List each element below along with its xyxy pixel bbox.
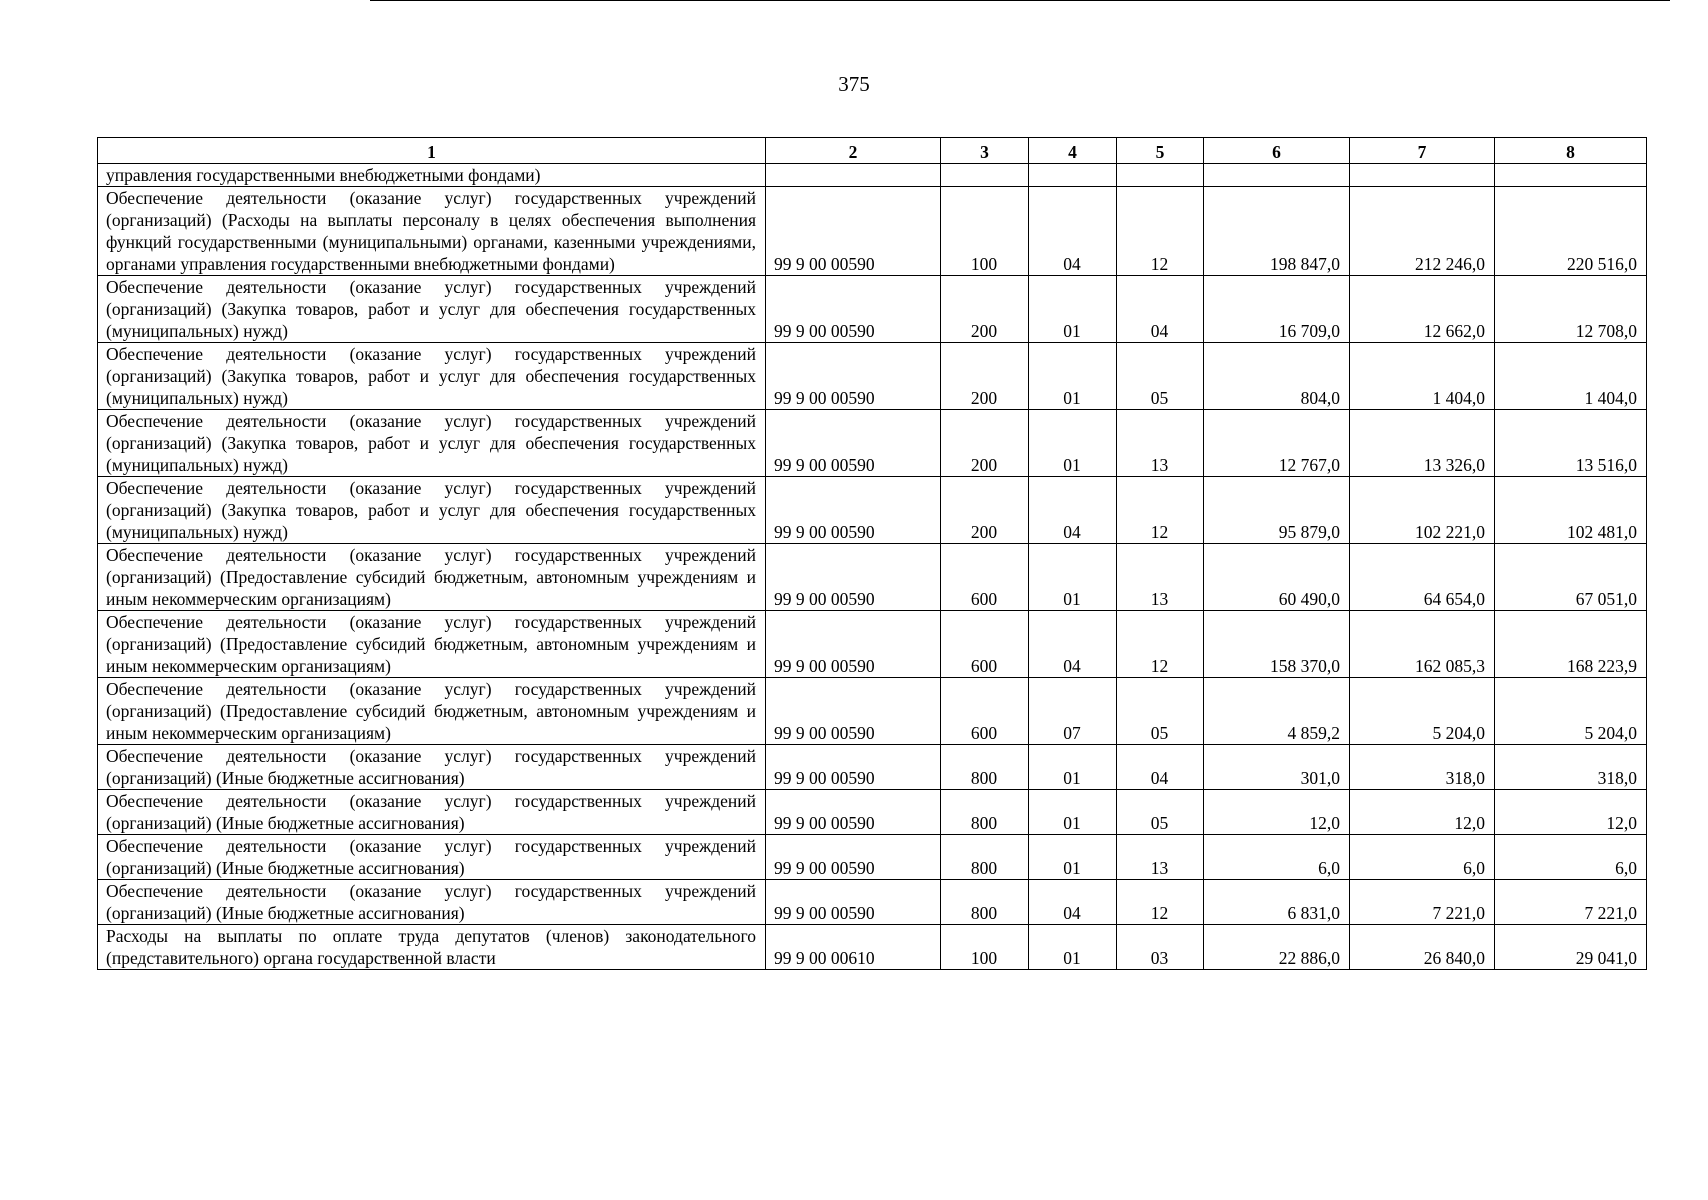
table-row — [98, 678, 1647, 745]
subsection-code: 12 — [1117, 880, 1204, 925]
amount-col-7: 102 221,0 — [1350, 477, 1495, 544]
expense-type-code: 800 — [941, 790, 1029, 835]
table-row — [98, 343, 1647, 410]
column-header: 7 — [1350, 138, 1495, 164]
subsection-code: 13 — [1117, 835, 1204, 880]
column-header: 3 — [941, 138, 1029, 164]
section-code: 01 — [1029, 276, 1117, 343]
amount-col-8: 12,0 — [1495, 790, 1647, 835]
row-description: Обеспечение деятельности (оказание услуг) государственных учреждений (организаций) (Закупка товаров, работ и услуг для обеспечения государственных (муниципальных) нужд) — [98, 276, 766, 343]
amount-col-6: 158 370,0 — [1204, 611, 1350, 678]
expense-type-code: 800 — [941, 880, 1029, 925]
amount-col-7: 13 326,0 — [1350, 410, 1495, 477]
amount-col-6: 60 490,0 — [1204, 544, 1350, 611]
row-description: Обеспечение деятельности (оказание услуг) государственных учреждений (организаций) (Иные бюджетные ассигнования) — [98, 790, 766, 835]
amount-col-8: 318,0 — [1495, 745, 1647, 790]
subsection-code: 04 — [1117, 745, 1204, 790]
amount-col-8: 67 051,0 — [1495, 544, 1647, 611]
table-row — [98, 880, 1647, 925]
amount-col-8: 7 221,0 — [1495, 880, 1647, 925]
expense-type-code: 200 — [941, 343, 1029, 410]
amount-col-6: 198 847,0 — [1204, 187, 1350, 276]
table-row — [98, 276, 1647, 343]
expense-type-code: 100 — [941, 925, 1029, 970]
column-header: 1 — [98, 138, 766, 164]
subsection-code: 04 — [1117, 276, 1204, 343]
subsection-code: 12 — [1117, 611, 1204, 678]
subsection-code: 13 — [1117, 410, 1204, 477]
row-description: Обеспечение деятельности (оказание услуг) государственных учреждений (организаций) (Предоставление субсидий бюджетным, автономным учреждениям и иным некоммерческим организациям) — [98, 678, 766, 745]
row-description: Обеспечение деятельности (оказание услуг) государственных учреждений (организаций) (Иные бюджетные ассигнования) — [98, 745, 766, 790]
row-description: Обеспечение деятельности (оказание услуг) государственных учреждений (организаций) (Закупка товаров, работ и услуг для обеспечения государственных (муниципальных) нужд) — [98, 343, 766, 410]
section-code: 04 — [1029, 187, 1117, 276]
amount-col-7: 162 085,3 — [1350, 611, 1495, 678]
target-article-code: 99 9 00 00610 — [766, 925, 941, 970]
section-code: 01 — [1029, 544, 1117, 611]
amount-col-6: 12 767,0 — [1204, 410, 1350, 477]
target-article-code: 99 9 00 00590 — [766, 678, 941, 745]
amount-col-6: 22 886,0 — [1204, 925, 1350, 970]
target-article-code: 99 9 00 00590 — [766, 276, 941, 343]
table-row — [98, 925, 1647, 970]
page-number: 375 — [838, 72, 870, 96]
amount-col-7: 26 840,0 — [1350, 925, 1495, 970]
row-description: Обеспечение деятельности (оказание услуг) государственных учреждений (организаций) (Расходы на выплаты персоналу в целях обеспечения выполнения функций государственными (муниципальными) органами, казенными учреждениями, органами управления государственными внебюджетными фондами) — [98, 187, 766, 276]
amount-col-8 — [1495, 164, 1647, 187]
table-row — [98, 187, 1647, 276]
expense-type-code: 600 — [941, 544, 1029, 611]
row-description: Обеспечение деятельности (оказание услуг) государственных учреждений (организаций) (Иные бюджетные ассигнования) — [98, 880, 766, 925]
section-code: 01 — [1029, 925, 1117, 970]
amount-col-8: 29 041,0 — [1495, 925, 1647, 970]
amount-col-8: 102 481,0 — [1495, 477, 1647, 544]
amount-col-8: 13 516,0 — [1495, 410, 1647, 477]
scan-top-rule — [370, 0, 1670, 1]
target-article-code: 99 9 00 00590 — [766, 343, 941, 410]
target-article-code: 99 9 00 00590 — [766, 477, 941, 544]
amount-col-8: 12 708,0 — [1495, 276, 1647, 343]
amount-col-8: 5 204,0 — [1495, 678, 1647, 745]
amount-col-7: 318,0 — [1350, 745, 1495, 790]
expense-type-code — [941, 164, 1029, 187]
row-description: Обеспечение деятельности (оказание услуг) государственных учреждений (организаций) (Иные бюджетные ассигнования) — [98, 835, 766, 880]
expense-type-code: 100 — [941, 187, 1029, 276]
section-code: 07 — [1029, 678, 1117, 745]
row-description: управления государственными внебюджетными фондами) — [98, 164, 766, 187]
row-description: Расходы на выплаты по оплате труда депутатов (членов) законодательного (представительного) органа государственной власти — [98, 925, 766, 970]
subsection-code: 13 — [1117, 544, 1204, 611]
target-article-code: 99 9 00 00590 — [766, 187, 941, 276]
target-article-code: 99 9 00 00590 — [766, 410, 941, 477]
amount-col-7 — [1350, 164, 1495, 187]
table-row — [98, 477, 1647, 544]
amount-col-6: 301,0 — [1204, 745, 1350, 790]
subsection-code: 12 — [1117, 187, 1204, 276]
subsection-code: 05 — [1117, 790, 1204, 835]
amount-col-6: 12,0 — [1204, 790, 1350, 835]
amount-col-7: 12,0 — [1350, 790, 1495, 835]
amount-col-6 — [1204, 164, 1350, 187]
amount-col-6: 804,0 — [1204, 343, 1350, 410]
amount-col-8: 220 516,0 — [1495, 187, 1647, 276]
section-code: 01 — [1029, 410, 1117, 477]
subsection-code — [1117, 164, 1204, 187]
column-header: 2 — [766, 138, 941, 164]
section-code: 04 — [1029, 880, 1117, 925]
column-header: 5 — [1117, 138, 1204, 164]
row-description: Обеспечение деятельности (оказание услуг) государственных учреждений (организаций) (Закупка товаров, работ и услуг для обеспечения государственных (муниципальных) нужд) — [98, 410, 766, 477]
row-description: Обеспечение деятельности (оказание услуг) государственных учреждений (организаций) (Предоставление субсидий бюджетным, автономным учреждениям и иным некоммерческим организациям) — [98, 544, 766, 611]
expense-type-code: 800 — [941, 835, 1029, 880]
target-article-code: 99 9 00 00590 — [766, 745, 941, 790]
table-row — [98, 611, 1647, 678]
subsection-code: 12 — [1117, 477, 1204, 544]
expense-type-code: 200 — [941, 477, 1029, 544]
target-article-code — [766, 164, 941, 187]
amount-col-8: 1 404,0 — [1495, 343, 1647, 410]
expense-type-code: 200 — [941, 276, 1029, 343]
table-row — [98, 410, 1647, 477]
header-row — [98, 138, 1647, 164]
section-code: 01 — [1029, 745, 1117, 790]
row-description: Обеспечение деятельности (оказание услуг) государственных учреждений (организаций) (Предоставление субсидий бюджетным, автономным учреждениям и иным некоммерческим организациям) — [98, 611, 766, 678]
section-code: 04 — [1029, 477, 1117, 544]
target-article-code: 99 9 00 00590 — [766, 835, 941, 880]
section-code: 01 — [1029, 835, 1117, 880]
amount-col-7: 5 204,0 — [1350, 678, 1495, 745]
amount-col-6: 4 859,2 — [1204, 678, 1350, 745]
row-description: Обеспечение деятельности (оказание услуг) государственных учреждений (организаций) (Закупка товаров, работ и услуг для обеспечения государственных (муниципальных) нужд) — [98, 477, 766, 544]
amount-col-6: 6,0 — [1204, 835, 1350, 880]
expense-type-code: 600 — [941, 611, 1029, 678]
amount-col-8: 168 223,9 — [1495, 611, 1647, 678]
budget-table — [97, 137, 1647, 970]
column-header: 4 — [1029, 138, 1117, 164]
table-row — [98, 790, 1647, 835]
section-code: 01 — [1029, 790, 1117, 835]
amount-col-8: 6,0 — [1495, 835, 1647, 880]
expense-type-code: 800 — [941, 745, 1029, 790]
table-row — [98, 544, 1647, 611]
amount-col-6: 6 831,0 — [1204, 880, 1350, 925]
amount-col-7: 64 654,0 — [1350, 544, 1495, 611]
section-code: 04 — [1029, 611, 1117, 678]
table-row — [98, 164, 1647, 187]
subsection-code: 05 — [1117, 678, 1204, 745]
expense-type-code: 200 — [941, 410, 1029, 477]
expense-type-code: 600 — [941, 678, 1029, 745]
subsection-code: 03 — [1117, 925, 1204, 970]
table-row — [98, 835, 1647, 880]
section-code — [1029, 164, 1117, 187]
target-article-code: 99 9 00 00590 — [766, 544, 941, 611]
amount-col-7: 6,0 — [1350, 835, 1495, 880]
amount-col-6: 16 709,0 — [1204, 276, 1350, 343]
column-header: 6 — [1204, 138, 1350, 164]
amount-col-6: 95 879,0 — [1204, 477, 1350, 544]
amount-col-7: 7 221,0 — [1350, 880, 1495, 925]
subsection-code: 05 — [1117, 343, 1204, 410]
amount-col-7: 212 246,0 — [1350, 187, 1495, 276]
column-header: 8 — [1495, 138, 1647, 164]
target-article-code: 99 9 00 00590 — [766, 611, 941, 678]
amount-col-7: 1 404,0 — [1350, 343, 1495, 410]
target-article-code: 99 9 00 00590 — [766, 790, 941, 835]
target-article-code: 99 9 00 00590 — [766, 880, 941, 925]
section-code: 01 — [1029, 343, 1117, 410]
amount-col-7: 12 662,0 — [1350, 276, 1495, 343]
table-row — [98, 745, 1647, 790]
